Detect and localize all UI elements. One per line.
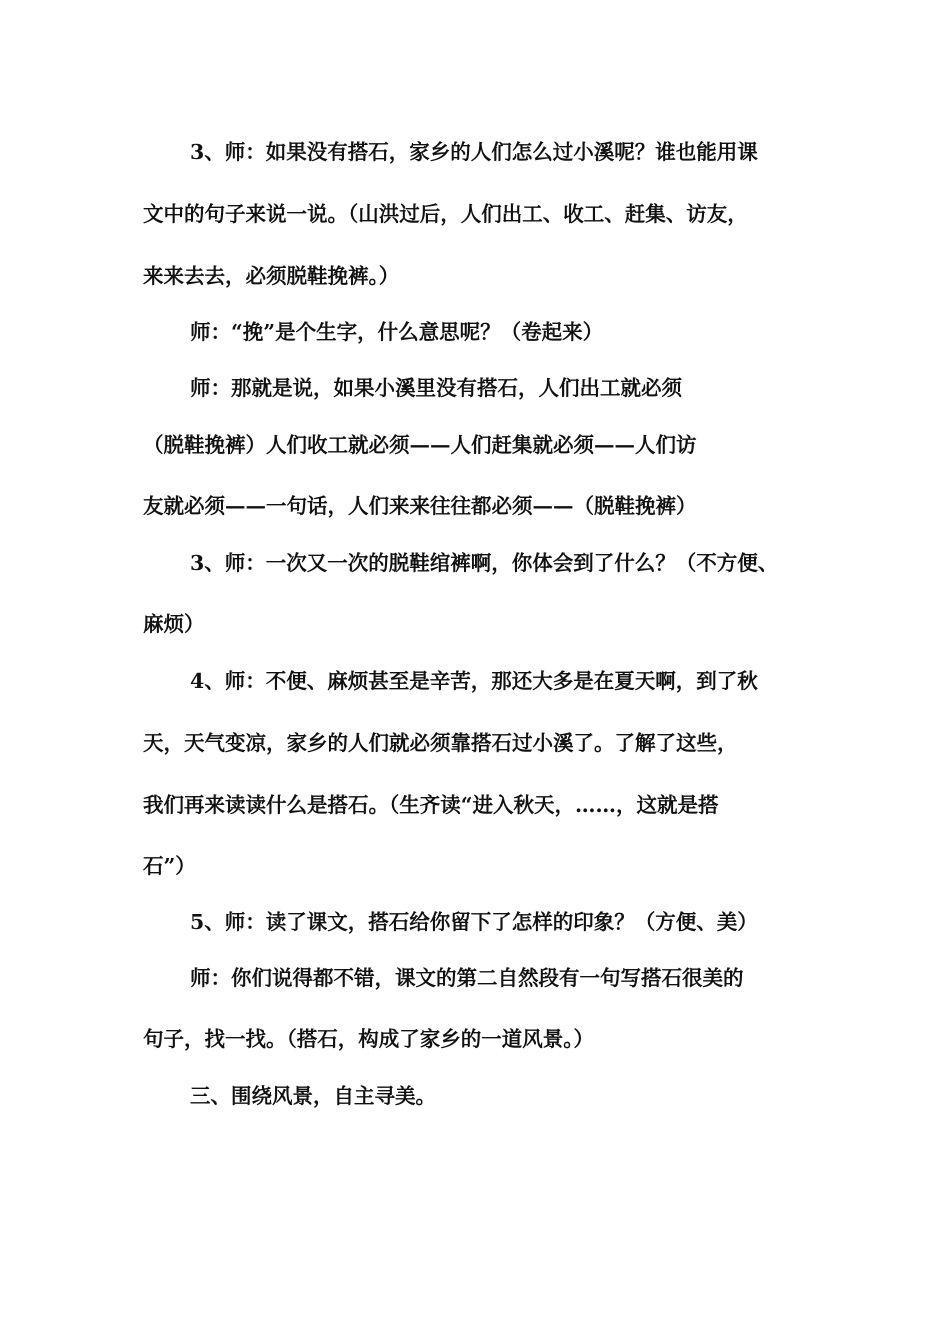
text-line: 石”）	[143, 854, 196, 878]
text-line: 句子，找一找。（搭石，构成了家乡的一道风景。）	[143, 1027, 594, 1051]
text-line: 3、师：如果没有搭石，家乡的人们怎么过小溪呢？谁也能用课	[190, 140, 758, 164]
text-line: 5、师：读了课文，搭石给你留下了怎样的印象？（方便、美）	[190, 910, 758, 934]
text-line: 友就必须——一句话，人们来来往往都必须——（脱鞋挽裤）	[143, 494, 697, 518]
text-line: 4、师：不便、麻烦甚至是辛苦，那还大多是在夏天啊，到了秋	[190, 669, 758, 693]
text-line: 师：“挽”是个生字，什么意思呢？（卷起来）	[190, 320, 604, 344]
text-line: 师：那就是说，如果小溪里没有搭石，人们出工就必须	[190, 376, 682, 400]
text-line: （脱鞋挽裤）人们收工就必须——人们赶集就必须——人们访	[143, 433, 697, 457]
text-line: 师：你们说得都不错，课文的第二自然段有一句写搭石很美的	[190, 966, 744, 990]
text-line: 来来去去，必须脱鞋挽裤。）	[143, 264, 400, 288]
text-line: 3、师：一次又一次的脱鞋绾裤啊，你体会到了什么？（不方便、	[190, 551, 779, 575]
section-heading: 三、围绕风景，自主寻美。	[190, 1084, 436, 1108]
text-line: 麻烦）	[143, 612, 205, 636]
text-line: 我们再来读读什么是搭石。（生齐读“进入秋天，……，这就是搭	[143, 793, 719, 817]
text-line: 文中的句子来说一说。（山洪过后，人们出工、收工、赶集、访友，	[143, 202, 748, 226]
text-line: 天，天气变凉，家乡的人们就必须靠搭石过小溪了。了解了这些，	[143, 731, 738, 755]
